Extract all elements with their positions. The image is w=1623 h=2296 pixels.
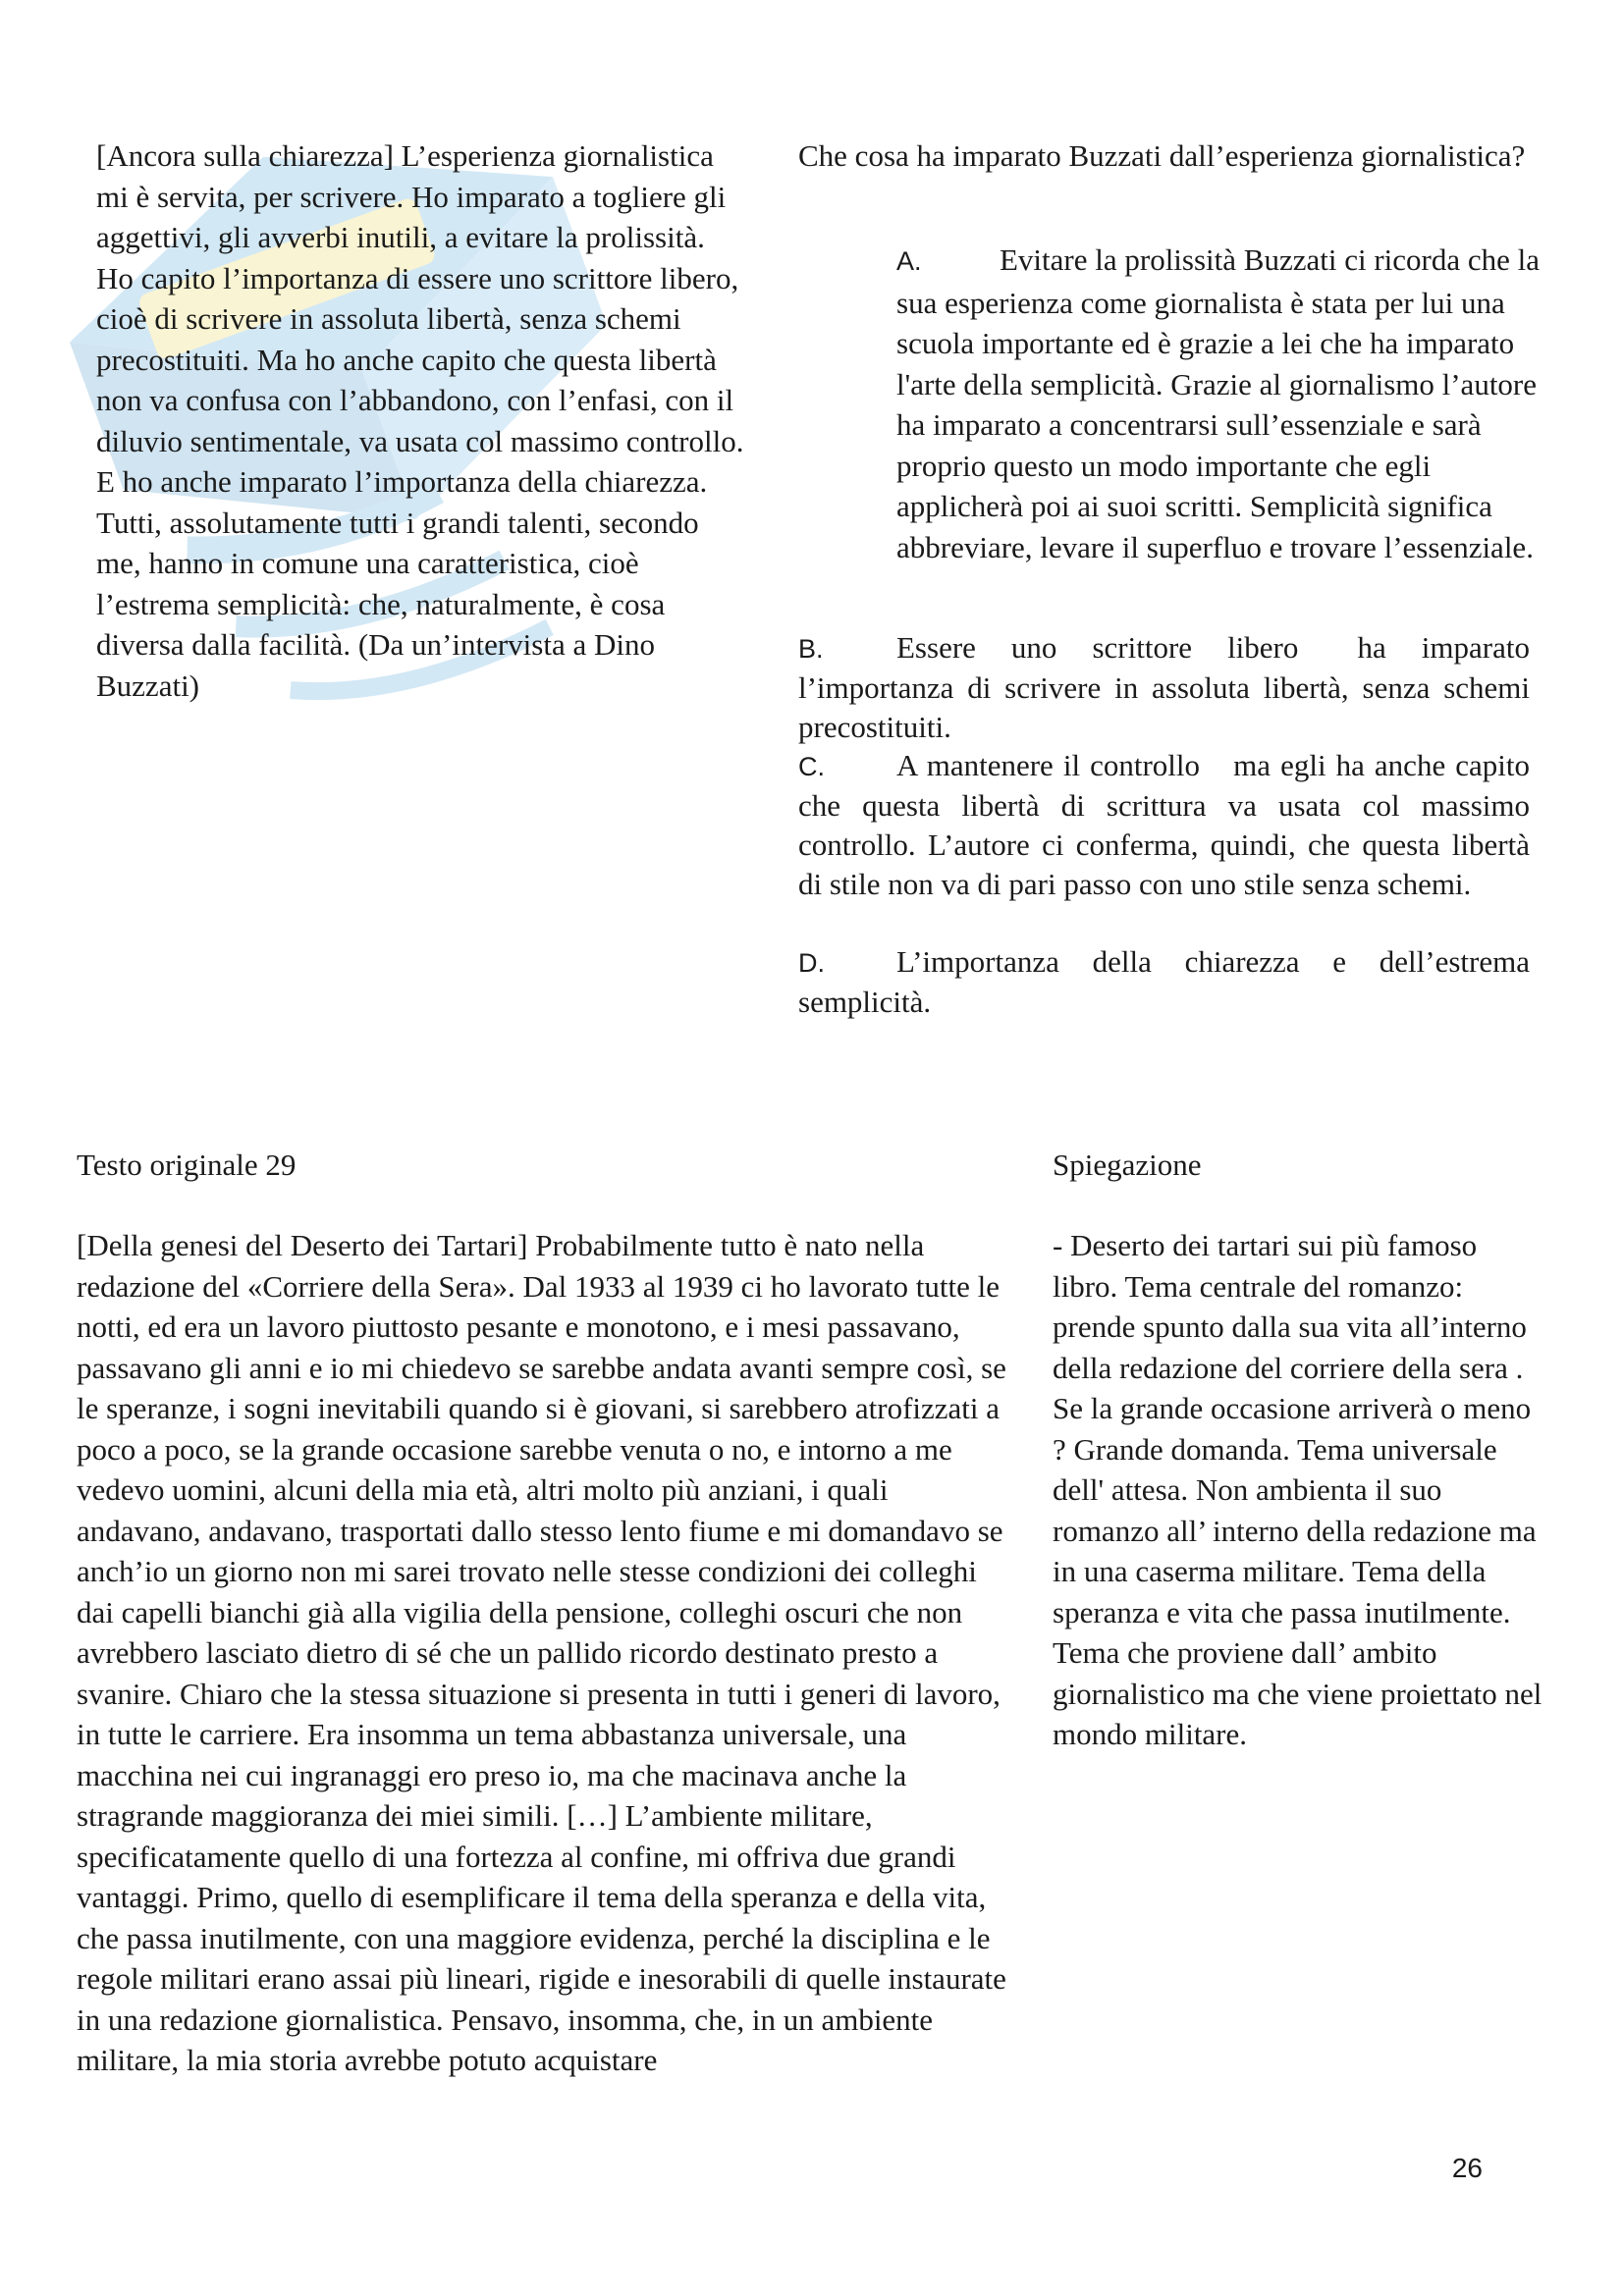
option-a — [896, 240, 1544, 567]
option-d — [798, 942, 1530, 1022]
option-letter: B. — [798, 634, 824, 664]
passage-text: [Ancora sulla chiarezza] L’esperienza giornalistica mi è servita, per scrivere. Ho imparato a togliere gli aggettivi, gli avverbi inutili, a evitare la prolissità. Ho capito l’importanza di essere uno scrittore libero, cioè di scrivere in assoluta libertà, senza schemi precostituiti. Ma ho anche capito che questa libertà non va confusa con l’abbandono, con l’enfasi, con il diluvio sentimentale, va usata col massimo controllo. E ho anche imparato l’importanza della chiarezza. Tutti, assolutamente tutti i grandi talenti, secondo me, hanno in comune una caratteristica, cioè l’estrema semplicità: che, naturalmente, è cosa diversa dalla facilità. (Da un’intervista a Dino Buzzati) — [96, 138, 744, 703]
option-letter: D. — [798, 948, 825, 978]
explanation-heading: Spiegazione — [1053, 1148, 1202, 1182]
question-text: Che cosa ha imparato Buzzati dall’esperienza giornalistica? — [798, 138, 1526, 173]
option-text: Essere uno scrittore libero  ha imparato l’importanza di scrivere in assoluta libertà, senza schemi precostituiti. — [798, 630, 1530, 744]
option-text: L’importanza della chiarezza e dell’estrema semplicità. — [798, 944, 1530, 1019]
option-text: A mantenere il controllo  ma egli ha anche capito che questa libertà di scrittura va usata col massimo controllo. L’autore ci conferma, quindi, che questa libertà di stile non va di pari passo con uno stile senza schemi. — [798, 748, 1530, 901]
explanation-body: - Deserto dei tartari sui più famoso libro. Tema centrale del romanzo: prende spunto dalla sua vita all’interno della redazione del corriere della sera . Se la grande occasione arriverà o meno ? Grande domanda. Tema universale dell' attesa. Non ambienta il suo romanzo all’ interno della redazione ma in una caserma militare. Tema della speranza e vita che passa inutilmente. Tema che proviene dall’ ambito giornalistico ma che viene proiettato nel mondo militare. — [1053, 1228, 1542, 1751]
option-c — [798, 746, 1530, 904]
option-letter: A. — [896, 246, 922, 276]
page-number: 26 — [1451, 2153, 1483, 2183]
original-text-heading: Testo originale 29 — [77, 1148, 297, 1182]
option-letter: C. — [798, 752, 825, 781]
option-b — [798, 628, 1530, 747]
option-text: Evitare la prolissità Buzzati ci ricorda che la sua esperienza come giornalista è stata per lui una scuola importante ed è grazie a lei che ha imparato l'arte della semplicità. Grazie al giornalismo l’autore ha imparato a concentrarsi sull’essenziale e sarà proprio questo un modo importante che egli applicherà poi ai suoi scritti. Semplicità significa abbreviare, levare il superfluo e trovare l’essenziale. — [896, 242, 1541, 564]
original-text-body: [Della genesi del Deserto dei Tartari] Probabilmente tutto è nato nella redazione del «Corriere della Sera». Dal 1933 al 1939 ci ho lavorato tutte le notti, ed era un lavoro piuttosto pesante e monotono, e i mesi passavano, passavano gli anni e io mi chiedevo se sarebbe andata avanti sempre così, se le speranze, i sogni inevitabili quando si è giovani, si sarebbero atrofizzati a poco a poco, se la grande occasione sarebbe venuta o no, e intorno a me vedevo uomini, alcuni della mia età, altri molto più anziani, i quali andavano, andavano, trasportati dallo stesso lento fiume e mi domandavo se anch’io un giorno non mi sarei trovato nelle stesse condizioni dei colleghi dai capelli bianchi già alla vigilia della pensione, colleghi oscuri che non avrebbero lasciato dietro di sé che un pallido ricordo destinato presto a svanire. Chiaro che la stessa situazione si presenta in tutti i generi di lavoro, in tutte le carriere. Era insomma un tema abbastanza universale, una macchina nei cui ingranaggi ero preso io, ma che macinava anche la stragrande maggioranza dei miei simili. […] L’ambiente militare, specificatamente quello di una fortezza al confine, mi offriva due grandi vantaggi. Primo, quello di esemplificare il tema della speranza e della vita, che passa inutilmente, con una maggiore evidenza, perché la disciplina e le regole militari erano assai più lineari, rigide e inesorabili di quelle instaurate in una redazione giornalistica. Pensavo, insomma, che, in un ambiente militare, la mia storia avrebbe potuto acquistare — [77, 1228, 1006, 2077]
